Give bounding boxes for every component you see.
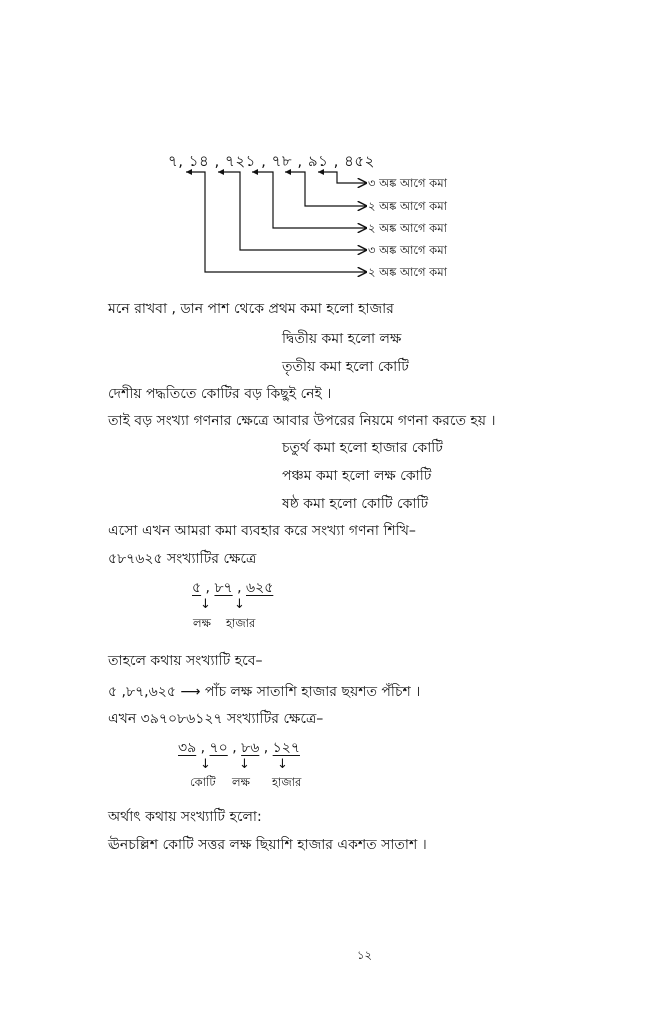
text-line: পঞ্চম কমা হলো লক্ষ কোটি [282, 468, 432, 484]
place-label: কোটি [190, 775, 216, 789]
example1-groups: ৫ , ৮৭ , ৬২৫ [192, 580, 274, 596]
text-line: দেশীয় পদ্ধতিতে কোটির বড় কিছুই নেই । [108, 386, 332, 402]
comma-label-5: ২ অঙ্ক আগে কমা [368, 265, 447, 279]
group: ৫ [192, 580, 202, 596]
text-line: অর্থাৎ কথায় সংখ্যাটি হলো: [108, 809, 262, 825]
group: ১২৭ [272, 740, 300, 756]
down-arrow-icon: ↓ [277, 757, 288, 772]
down-arrow-icon: ↓ [234, 597, 245, 612]
text-line: ৫৮৭৬২৫ সংখ্যাটির ক্ষেত্রে [108, 551, 257, 567]
comma-label-4: ৩ অঙ্ক আগে কমা [368, 243, 447, 257]
group: ৮৭ [214, 580, 233, 596]
text-line: তাই বড় সংখ্যা গণনার ক্ষেত্রে আবার উপরের নিয়মে গণনা করতে হয় । [108, 413, 496, 429]
text-line: দ্বিতীয় কমা হলো লক্ষ [282, 331, 402, 347]
group: ৩৯ [178, 740, 197, 756]
diagram-number: ৭, ১৪ , ৭২১ , ৭৮ , ৯১ , ৪৫২ [168, 152, 375, 170]
right-arrow-icon: ⟶ [180, 684, 201, 700]
group: ৮৬ [241, 740, 260, 756]
comma-arrows-diagram [0, 0, 663, 300]
page-number: ১২ [357, 948, 372, 962]
number-in-words: ৫ ,৮৭,৬২৫ ⟶ পাঁচ লক্ষ সাতাশি হাজার ছয়শত পঁচিশ । [108, 684, 421, 700]
text-line: তাহলে কথায় সংখ্যাটি হবে– [108, 653, 263, 669]
group: ৭০ [209, 740, 228, 756]
text-line: এখন ৩৯৭০৮৬১২৭ সংখ্যাটির ক্ষেত্রে– [108, 711, 324, 727]
down-arrow-icon: ↓ [200, 757, 211, 772]
example2-groups: ৩৯ , ৭০ , ৮৬ , ১২৭ [178, 740, 300, 756]
text-line: চতুর্থ কমা হলো হাজার কোটি [282, 440, 443, 456]
comma-label-2: ২ অঙ্ক আগে কমা [368, 199, 447, 213]
group: ৬২৫ [246, 580, 274, 596]
place-label: হাজার [226, 616, 256, 630]
down-arrow-icon: ↓ [239, 757, 250, 772]
text-line: তৃতীয় কমা হলো কোটি [282, 359, 409, 375]
text-line: মনে রাখবা , ডান পাশ থেকে প্রথম কমা হলো হাজার [108, 301, 394, 317]
place-label: লক্ষ [193, 616, 211, 630]
place-label: লক্ষ [232, 775, 250, 789]
text-line: এসো এখন আমরা কমা ব্যবহার করে সংখ্যা গণনা শিখি– [108, 523, 416, 539]
text-line: ষষ্ঠ কমা হলো কোটি কোটি [282, 496, 429, 512]
down-arrow-icon: ↓ [200, 597, 211, 612]
comma-label-1: ৩ অঙ্ক আগে কমা [368, 176, 447, 190]
place-label: হাজার [272, 775, 302, 789]
comma-label-3: ২ অঙ্ক আগে কমা [368, 221, 447, 235]
text-line: ঊনচল্লিশ কোটি সত্তর লক্ষ ছিয়াশি হাজার একশত সাতাশ । [108, 837, 427, 853]
